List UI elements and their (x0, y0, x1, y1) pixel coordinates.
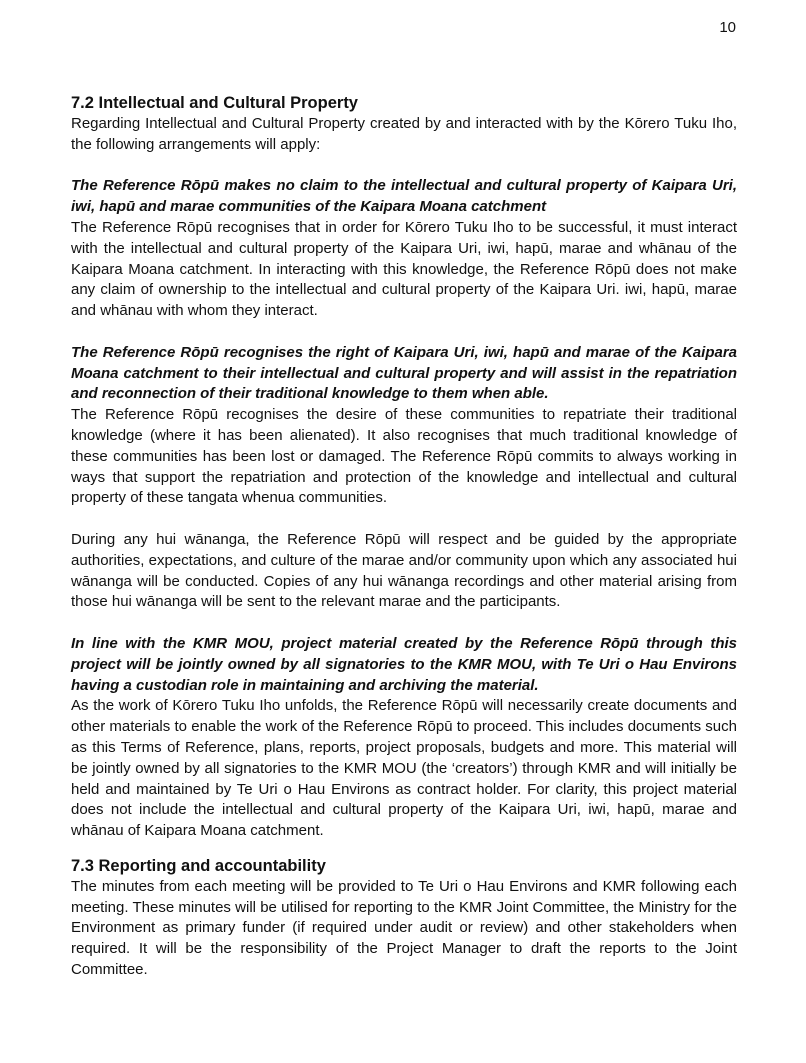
body-paragraph: The minutes from each meeting will be provided to Te Uri o Hau Environs and KMR following each meeting. These minutes will be utilised for reporting to the KMR Joint Committee, the Ministry for the Environment as primary funder (if required under audit or review) and other stakeholders when required. It will be the responsibility of the Project Manager to draft the reports to the Joint Committee. (71, 877, 737, 979)
spacer (71, 842, 737, 856)
body-paragraph: The Reference Rōpū recognises the desire of these communities to repatriate their traditional knowledge (where it has been alienated). It also recognises that much traditional knowledge of these communities has been lost or damaged. The Reference Rōpū commits to always working in ways that support the repatriation and protection of the knowledge and intellectual and cultural property of these tangata whenua communities. (71, 406, 737, 507)
body-paragraph: During any hui wānanga, the Reference Rōpū will respect and be guided by the appropriate authorities, expectations, and culture of the marae and/or community upon which any associated hui wānanga will be conducted. Copies of any hui wānanga recordings and other material arising from those hui wānanga will be sent to the relevant marae and the participants. (71, 530, 737, 611)
section-heading: 7.3 Reporting and accountability (71, 856, 326, 875)
statement-paragraph: The Reference Rōpū recognises the right of Kaipara Uri, iwi, hapū and marae of the Kaipara Moana catchment to their intellectual and cultural property and will assist in the repatriation and reconnection of their traditional knowledge to them when able. (71, 343, 737, 403)
document-body (71, 93, 737, 981)
statement-paragraph: In line with the KMR MOU, project material created by the Reference Rōpū through this project will be jointly owned by all signatories to the KMR MOU, with Te Uri o Hau Environs having a custodian role in maintaining and archiving the material. (71, 634, 737, 694)
statement-paragraph: The Reference Rōpū makes no claim to the intellectual and cultural property of Kaipara Uri, iwi, hapū and marae communities of the Kaipara Moana catchment (71, 177, 737, 216)
body-paragraph: The Reference Rōpū recognises that in order for Kōrero Tuku Iho to be successful, it must interact with the intellectual and cultural property of the Kaipara Uri, iwi, hapū, marae and whānau of the Kaipara Moana catchment. In interacting with this knowledge, the Reference Rōpū does not make any claim of ownership to the intellectual and cultural property of the Kaipara Uri. iwi, hapū, marae and whānau with whom they interact. (71, 218, 737, 320)
spacer (71, 156, 737, 177)
spacer (71, 509, 737, 530)
page-number: 10 (719, 19, 736, 36)
section-intro: Regarding Intellectual and Cultural Property created by and interacted with by the Kōrero Tuku Iho, the following arrangements will apply: (71, 115, 737, 153)
section-heading: 7.2 Intellectual and Cultural Property (71, 94, 358, 112)
body-paragraph: As the work of Kōrero Tuku Iho unfolds, the Reference Rōpū will necessarily create documents and other materials to enable the work of the Reference Rōpū to proceed. This includes documents such as this Terms of Reference, plans, reports, project proposals, budgets and more. This material will be jointly owned by all signatories to the KMR MOU (the ‘creators’) through KMR and will initially be held and maintained by Te Uri o Hau Environs as contract holder. For clarity, this project material does not include the intellectual and cultural property of the Kaipara Uri, iwi, hapū, marae and whānau of Kaipara Moana catchment. (71, 697, 737, 840)
spacer (71, 322, 737, 343)
spacer (71, 613, 737, 634)
